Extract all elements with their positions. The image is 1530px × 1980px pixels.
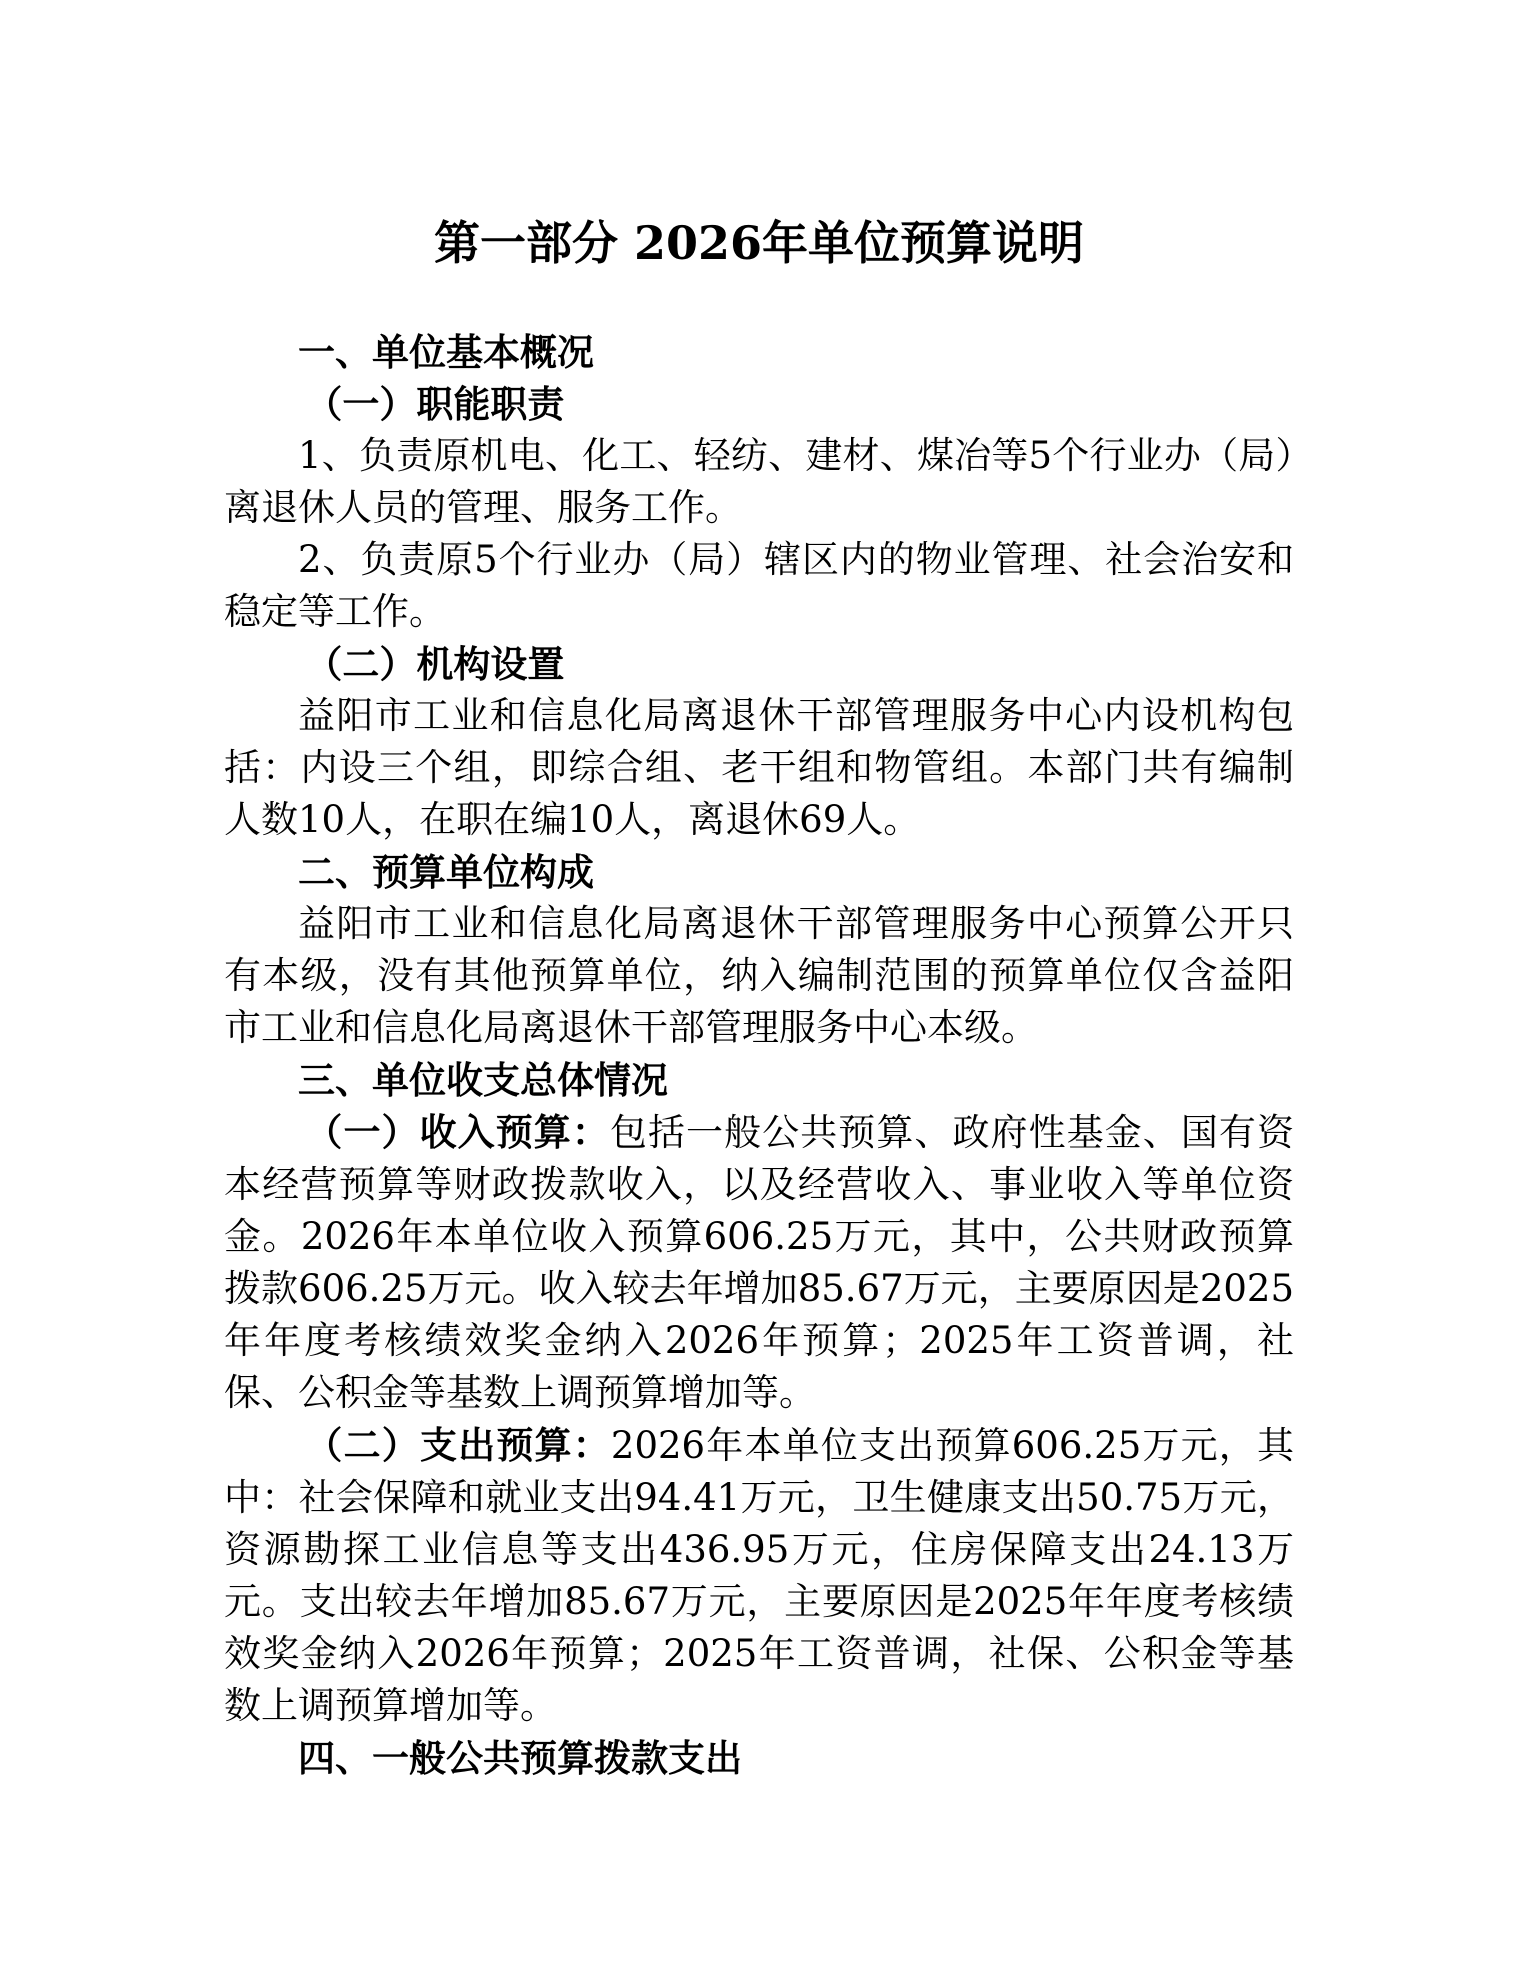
document-title: 第一部分 2026年单位预算说明 [433,216,1085,270]
subsection-heading-organization: （二）机构设置 [305,642,565,686]
paragraph-expense-budget [224,1419,1294,1732]
section-heading-4: 四、一般公共预算拨款支出 [298,1736,742,1780]
expense-budget-text: 2026年本单位支出预算606.25万元，其中：社会保障和就业支出94.41万元，卫生健康支出50.75万元，资源勘探工业信息等支出436.95万元，住房保障支出24.13万元。支出较去年增加85.67万元，主要原因是2025年年度考核绩效奖金纳入2026年预算；2025年工资普调，社保、公积金等基数上调预算增加等。 [224,1424,1294,1727]
paragraph-income-budget [224,1106,1294,1419]
income-budget-text: 包括一般公共预算、政府性基金、国有资本经营预算等财政拨款收入，以及经营收入、事业收入等单位资金。2026年本单位收入预算606.25万元，其中，公共财政预算拨款606.25万元。收入较去年增加85.67万元，主要原因是2025年年度考核绩效奖金纳入2026年预算；2025年工资普调，社保、公积金等基数上调预算增加等。 [224,1111,1294,1414]
document-body [224,326,1294,1784]
paragraph-budget-units: 益阳市工业和信息化局离退休干部管理服务中心预算公开只有本级，没有其他预算单位，纳入编制范围的预算单位仅含益阳市工业和信息化局离退休干部管理服务中心本级。 [224,902,1294,1049]
paragraph-function-1: 1、负责原机电、化工、轻纺、建材、煤冶等5个行业办（局）离退休人员的管理、服务工作。 [224,434,1294,529]
expense-budget-label: （二）支出预算： [305,1423,611,1467]
income-budget-label: （一）收入预算： [305,1110,610,1154]
section-heading-3: 三、单位收支总体情况 [298,1058,668,1102]
section-heading-2: 二、预算单位构成 [298,850,594,894]
section-heading-1: 一、单位基本概况 [298,330,594,374]
subsection-heading-functions: （一）职能职责 [305,382,565,426]
paragraph-function-2: 2、负责原5个行业办（局）辖区内的物业管理、社会治安和稳定等工作。 [224,538,1294,633]
paragraph-organization: 益阳市工业和信息化局离退休干部管理服务中心内设机构包括：内设三个组，即综合组、老干组和物管组。本部门共有编制人数10人，在职在编10人，离退休69人。 [224,694,1294,841]
